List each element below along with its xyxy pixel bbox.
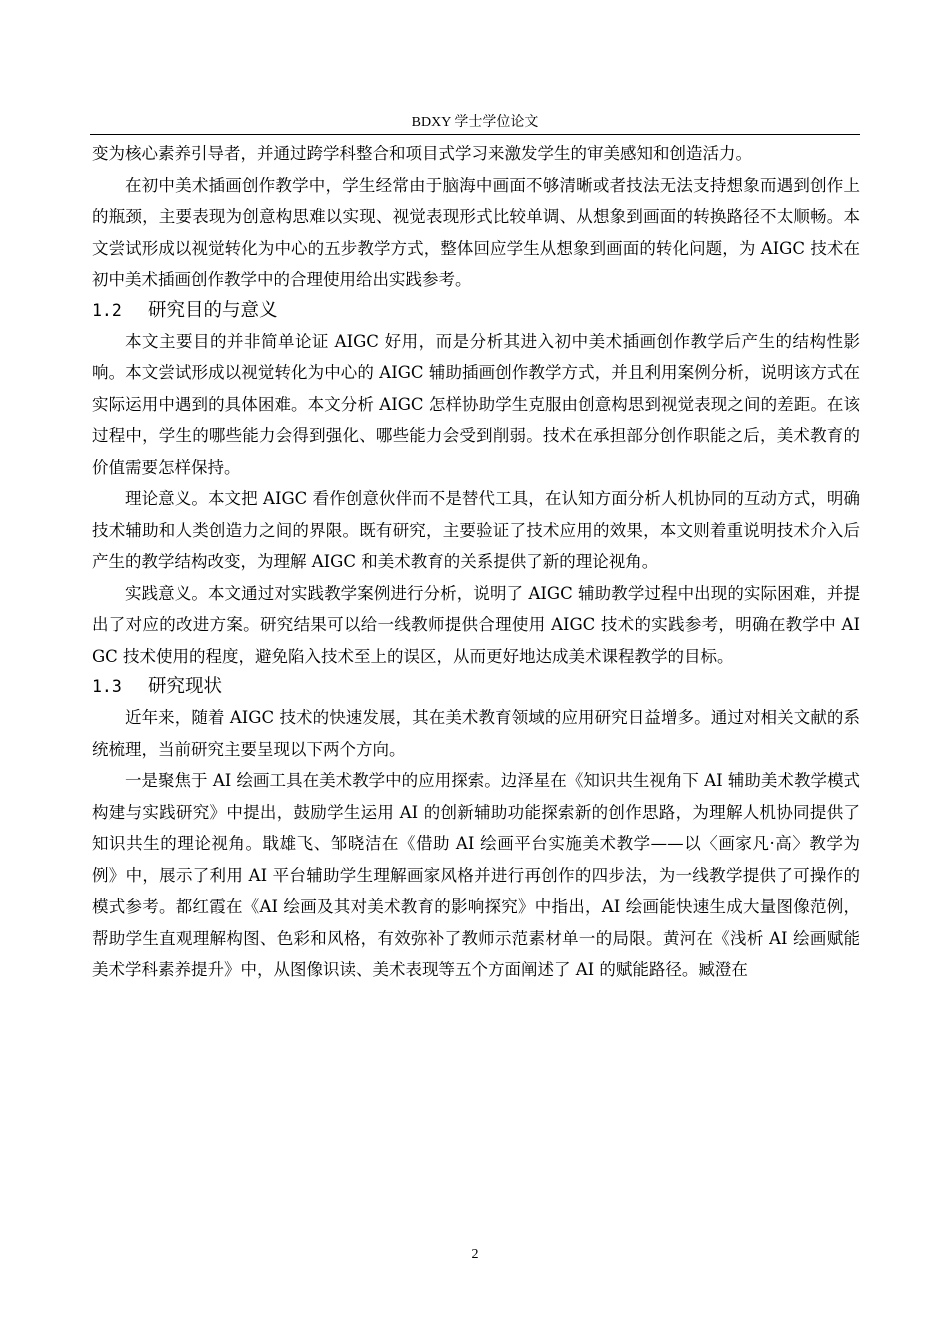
section-number: 1.3 [92,677,122,696]
body-paragraph: 一是聚焦于 AI 绘画工具在美术教学中的应用探索。边泽星在《知识共生视角下 AI 辅助美术教学模式构建与实践研究》中提出，鼓励学生运用 AI 的创新辅助功能探索新的创作思路，为理解人机协同提供了知识共生的理论视角。戢雄飞、邹晓洁在《借助 AI 绘画平台实施美术教学——以〈画家凡·高〉教学为例》中，展示了利用 AI 平台辅助学生理解画家风格并进行再创作的四步法，为一线教学提供了可操作的模式参考。都红霞在《AI 绘画及其对美术教育的影响探究》中指出，AI 绘画能快速生成大量图像范例，帮助学生直观理解构图、色彩和风格，有效弥补了教师示范素材单一的局限。黄河在《浅析 AI 绘画赋能美术学科素养提升》中，从图像识读、美术表现等五个方面阐述了 AI 的赋能路径。臧澄在 [92,771,860,979]
body-paragraph: 近年来，随着 AIGC 技术的快速发展，其在美术教育领域的应用研究日益增多。通过对相关文献的系统梳理，当前研究主要呈现以下两个方向。 [92,708,860,759]
body-paragraph: 理论意义。本文把 AIGC 看作创意伙伴而不是替代工具，在认知方面分析人机协同的互动方式，明确技术辅助和人类创造力之间的界限。既有研究，主要验证了技术应用的效果，本文则着重说明技术介入后产生的教学结构改变，为理解 AIGC 和美术教育的关系提供了新的理论视角。 [92,489,860,571]
section-heading-1-2 [92,296,860,326]
section-heading-1-3 [92,672,860,702]
header-rule [90,134,860,135]
page-number: 2 [471,1247,479,1262]
section-title: 研究现状 [148,676,223,697]
body-paragraph: 实践意义。本文通过对实践教学案例进行分析，说明了 AIGC 辅助教学过程中出现的实际困难，并提出了对应的改进方案。研究结果可以给一线教师提供合理使用 AIGC 技术的实践参考，明确在教学中 AIGC 技术使用的程度，避免陷入技术至上的误区，从而更好地达成美术课程教学的目标。 [92,583,860,666]
continuation-paragraph: 变为核心素养引导者，并通过跨学科整合和项目式学习来激发学生的审美感知和创造活力。 [92,144,752,163]
section-title: 研究目的与意义 [148,299,278,321]
body-paragraph: 在初中美术插画创作教学中，学生经常由于脑海中画面不够清晰或者技法无法支持想象而遇到创作上的瓶颈，主要表现为创意构思难以实现、视觉表现形式比较单调、从想象到画面的转换路径不太顺畅。本文尝试形成以视觉转化为中心的五步教学方式，整体回应学生从想象到画面的转化问题，为 AIGC 技术在初中美术插画创作教学中的合理使用给出实践参考。 [92,175,860,289]
body-paragraph: 本文主要目的并非简单论证 AIGC 好用，而是分析其进入初中美术插画创作教学后产生的结构性影响。本文尝试形成以视觉转化为中心的 AIGC 辅助插画创作教学方式，并且利用案例分析，说明该方式在实际运用中遇到的具体困难。本文分析 AIGC 怎样协助学生克服由创意构思到视觉表现之间的差距。在该过程中，学生的哪些能力会得到强化、哪些能力会受到削弱。技术在承担部分创作职能之后，美术教育的价值需要怎样保持。 [92,331,860,477]
running-header: BDXY 学士学位论文 [411,115,539,130]
section-number: 1.2 [92,300,122,320]
page-body [92,138,860,986]
